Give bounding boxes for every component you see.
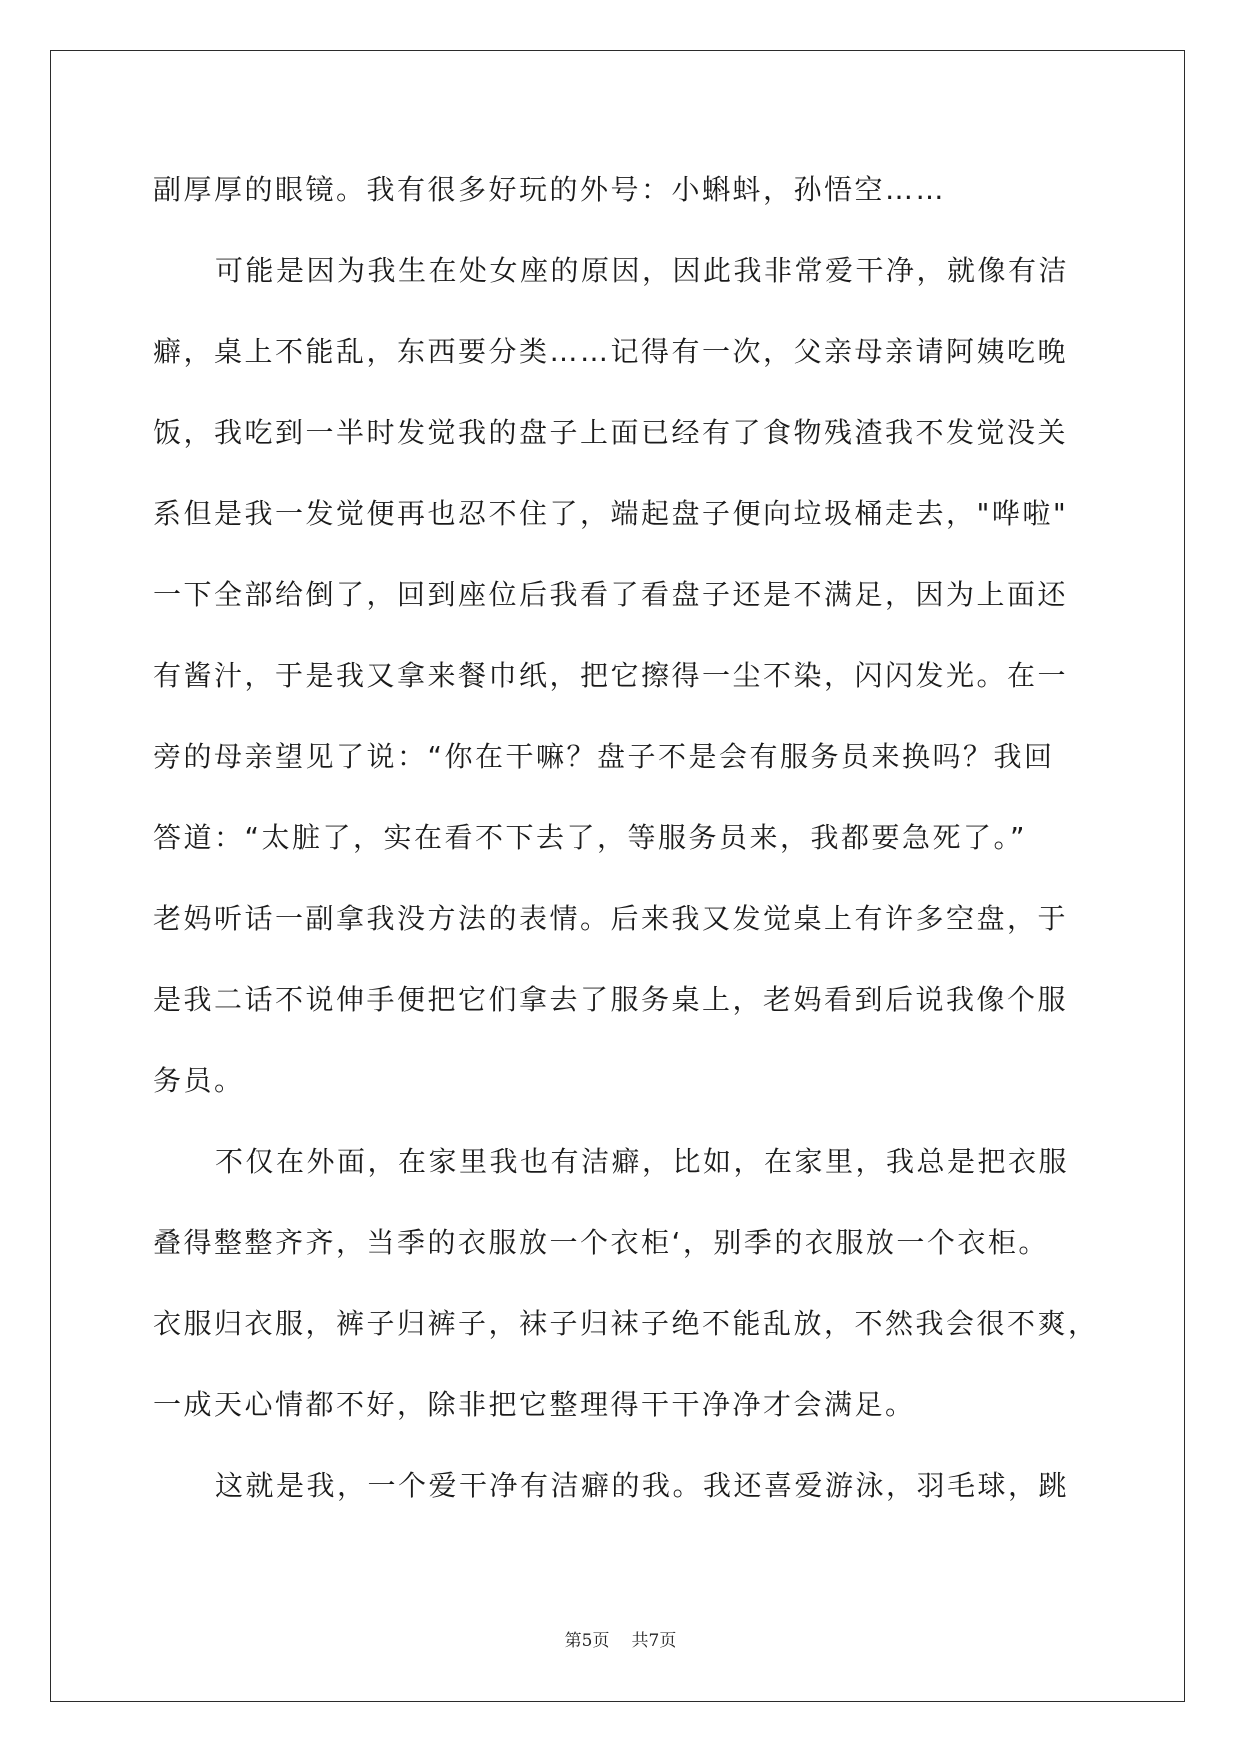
- text-line: 系但是我一发觉便再也忍不住了，端起盘子便向垃圾桶走去，"哗啦": [153, 497, 1069, 530]
- text-line: 衣服归衣服，裤子归裤子，袜子归袜子绝不能乱放，不然我会很不爽，: [153, 1307, 1099, 1340]
- page-total: 共7页: [631, 1631, 677, 1651]
- page-number: 第5页: [564, 1631, 610, 1651]
- document-body: [153, 160, 1113, 1537]
- text-line: 一成天心情都不好，除非把它整理得干干净净才会满足。: [153, 1388, 916, 1421]
- text-line: 不仅在外面，在家里我也有洁癖，比如，在家里，我总是把衣服: [215, 1145, 1070, 1178]
- text-line: 答道：“太脏了，实在看不下去了，等服务员来，我都要急死了。”: [153, 821, 1028, 854]
- text-line: 副厚厚的眼镜。我有很多好玩的外号：小蝌蚪，孙悟空……: [153, 173, 947, 206]
- text-line: 务员。: [153, 1064, 245, 1097]
- text-line: 一下全部给倒了，回到座位后我看了看盘子还是不满足，因为上面还: [153, 578, 1069, 611]
- text-line: 这就是我，一个爱干净有洁癖的我。我还喜爱游泳，羽毛球，跳: [215, 1469, 1070, 1502]
- text-line: 旁的母亲望见了说：“你在干嘛？盘子不是会有服务员来换吗？我回: [153, 740, 1055, 773]
- text-line: 饭，我吃到一半时发觉我的盘子上面已经有了食物残渣我不发觉没关: [153, 416, 1069, 449]
- text-line: 老妈听话一副拿我没方法的表情。后来我又发觉桌上有许多空盘，于: [153, 902, 1069, 935]
- page-footer: [0, 1626, 1241, 1651]
- text-line: 是我二话不说伸手便把它们拿去了服务桌上，老妈看到后说我像个服: [153, 983, 1069, 1016]
- text-line: 有酱汁，于是我又拿来餐巾纸，把它擦得一尘不染，闪闪发光。在一: [153, 659, 1069, 692]
- text-line: 叠得整整齐齐，当季的衣服放一个衣柜‘，别季的衣服放一个衣柜。: [153, 1226, 1049, 1259]
- text-line: 癖，桌上不能乱，东西要分类……记得有一次，父亲母亲请阿姨吃晚: [153, 335, 1069, 368]
- text-line: 可能是因为我生在处女座的原因，因此我非常爱干净，就像有洁: [215, 254, 1070, 287]
